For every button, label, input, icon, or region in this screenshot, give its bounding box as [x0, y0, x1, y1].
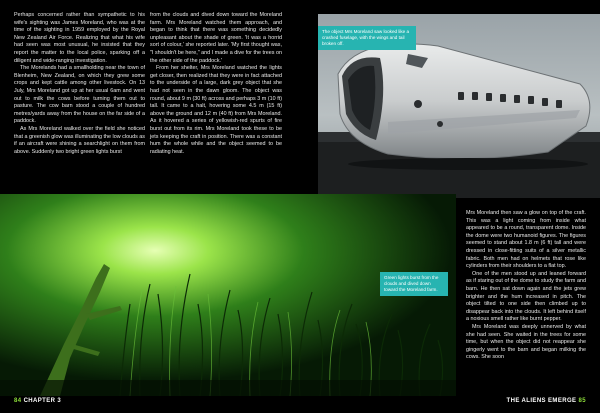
photo-caption: Green lights burst from the clouds and dived down toward the Moreland farm.	[380, 272, 448, 296]
text-column-1	[14, 12, 145, 156]
paragraph: Mrs Moreland was deeply unnerved by what she had seen. She waited in the trees for some time, but when the object did not reappear she gingerly went to the barn and began milking the cows. She soon	[466, 323, 586, 361]
right-folio	[507, 398, 586, 404]
paragraph: As Mrs Moreland walked over the field she noticed that a greenish glow was illuminating the low clouds as if an aircraft were shining a searchlight on them from above. Suddenly two bright green lights burst	[14, 125, 145, 155]
text-column-3	[466, 210, 586, 362]
paragraph: One of the men stood up and leaned forward as if staring out of the dome to study the farm and barn. He then sat down again and the jets grew brighter and the hum increased in pitch. The object tilted to one side then climbed up to disappear back into the clouds. It left behind itself a noxious smell rather like burnt pepper.	[466, 270, 586, 323]
page-number: 85	[578, 398, 586, 404]
paragraph: From her shelter, Mrs Moreland watched the lights get closer, then realized that they were in fact attached to the underside of a large, dark grey object that she had not seen in the dawn gloom. The object was round, about 9 m (30 ft) across and perhaps 3 m (10 ft) tall. It came to a halt, hovering some 4.5 m (15 ft) above the ground and 12 m (40 ft) from Mrs Moreland. As it hovered a series of yellowish-red spurts of fire burst out from its rim. Mrs Moreland took these to be jets keeping the craft in position. There was a constant hum the whole while and the object seemed to be radiating heat.	[150, 65, 282, 155]
paragraph: Mrs Moreland then saw a glow on top of the craft. This was a light coming from inside what appeared to be a round, transparent dome. Inside the dome were two humanoid figures. The figures seemed to stand about 1.8 m (6 ft) tall and were dressed in close-fitting suits of a silver metallic fabric. Both men had on helmets that rose like cylinders from their shoulders to a flat top.	[466, 210, 586, 270]
fuselage-photo	[318, 14, 600, 198]
paragraph: The Morelands had a smallholding near the town of Blenheim, New Zealand, on which they grew some crops and kept cattle among other livestock. On 13 July, Mrs Moreland got up at her usual 6am and went out to milk the cows before turning them out to pasture. The cow barn stood a couple of hundred metres/yards away from the house on the far side of a paddock.	[14, 65, 145, 125]
left-folio	[14, 398, 61, 404]
section-label: THE ALIENS EMERGE	[506, 398, 577, 404]
green-lights-photo	[0, 194, 456, 396]
page-number: 84	[14, 398, 22, 404]
paragraph: Perhaps concerned rather than sympathetic to his wife's sighting was James Moreland, who was at the time of the sighting in 1959 employed by the Royal New Zealand Air Force. Realizing that what his wife had seen was most unusual, he insisted that they report the matter to the local police, sparking off a diligent and wide-ranging investigation.	[14, 12, 145, 64]
chapter-label: CHAPTER 3	[23, 398, 62, 404]
text-column-2	[150, 12, 282, 156]
photo-caption: The object Mrs Moreland saw looked like a crashed fuselage, with the wings and tail broken off.	[318, 26, 416, 50]
paragraph: from the clouds and dived down toward the Moreland farm. Mrs Moreland watched them approach, and began to think that there was something decidedly unpleasant about the shade of green. 'It was a horrid sort of colour,' she reported later. 'My first thought was, "I shouldn't be here," and I made a dive for the trees on the other side of the paddock.'	[150, 12, 282, 64]
